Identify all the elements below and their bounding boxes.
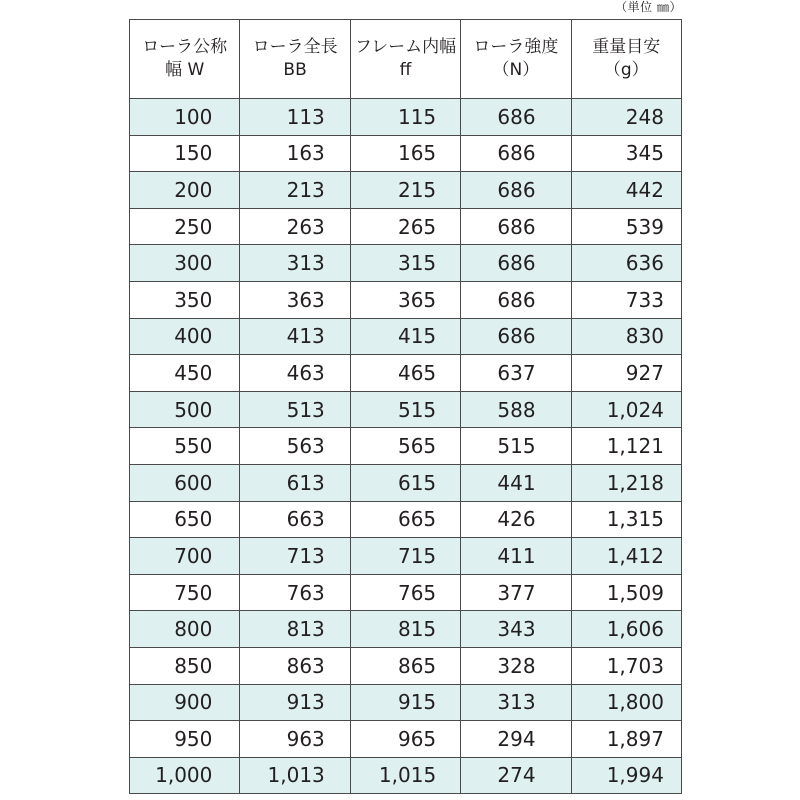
header-label: 重量目安 xyxy=(592,37,661,57)
table-row xyxy=(130,281,682,318)
cell-weight: 1,315 xyxy=(571,501,681,538)
cell-nominal-width: 400 xyxy=(130,318,240,355)
table-row xyxy=(130,99,682,136)
cell-weight: 636 xyxy=(571,245,681,282)
cell-weight: 927 xyxy=(571,355,681,392)
header-weight xyxy=(571,20,681,99)
cell-nominal-width: 800 xyxy=(130,611,240,648)
cell-roller-strength: 686 xyxy=(461,245,571,282)
cell-roller-strength: 686 xyxy=(461,135,571,172)
cell-frame-inner-width: 515 xyxy=(350,391,460,428)
cell-nominal-width: 700 xyxy=(130,538,240,575)
cell-overall-length: 113 xyxy=(240,99,350,136)
cell-weight: 248 xyxy=(571,99,681,136)
cell-overall-length: 463 xyxy=(240,355,350,392)
table-row xyxy=(130,245,682,282)
cell-overall-length: 1,013 xyxy=(240,757,350,794)
cell-weight: 1,218 xyxy=(571,464,681,501)
cell-nominal-width: 750 xyxy=(130,574,240,611)
cell-nominal-width: 100 xyxy=(130,99,240,136)
cell-roller-strength: 686 xyxy=(461,318,571,355)
header-sublabel: （g） xyxy=(603,60,649,80)
cell-overall-length: 663 xyxy=(240,501,350,538)
spec-table xyxy=(129,19,682,794)
unit-note: （単位 ㎜） xyxy=(615,0,682,14)
cell-nominal-width: 600 xyxy=(130,464,240,501)
cell-weight: 345 xyxy=(571,135,681,172)
table-row xyxy=(130,684,682,721)
cell-roller-strength: 274 xyxy=(461,757,571,794)
cell-nominal-width: 900 xyxy=(130,684,240,721)
cell-overall-length: 163 xyxy=(240,135,350,172)
cell-roller-strength: 328 xyxy=(461,647,571,684)
cell-roller-strength: 637 xyxy=(461,355,571,392)
cell-roller-strength: 411 xyxy=(461,538,571,575)
cell-nominal-width: 550 xyxy=(130,428,240,465)
cell-nominal-width: 1,000 xyxy=(130,757,240,794)
cell-roller-strength: 686 xyxy=(461,208,571,245)
cell-weight: 1,024 xyxy=(571,391,681,428)
table-row xyxy=(130,391,682,428)
cell-overall-length: 913 xyxy=(240,684,350,721)
cell-nominal-width: 850 xyxy=(130,647,240,684)
cell-weight: 1,606 xyxy=(571,611,681,648)
cell-roller-strength: 313 xyxy=(461,684,571,721)
cell-overall-length: 213 xyxy=(240,172,350,209)
table-row xyxy=(130,208,682,245)
cell-frame-inner-width: 365 xyxy=(350,281,460,318)
cell-roller-strength: 377 xyxy=(461,574,571,611)
table-row xyxy=(130,647,682,684)
header-label: ローラ公称 xyxy=(142,37,228,57)
cell-frame-inner-width: 865 xyxy=(350,647,460,684)
header-sublabel: BB xyxy=(283,60,307,80)
cell-weight: 1,800 xyxy=(571,684,681,721)
table-body xyxy=(130,99,682,794)
table-row xyxy=(130,172,682,209)
cell-frame-inner-width: 1,015 xyxy=(350,757,460,794)
header-sublabel: （N） xyxy=(492,60,540,80)
cell-frame-inner-width: 765 xyxy=(350,574,460,611)
header-sublabel: 幅 W xyxy=(165,60,205,80)
cell-roller-strength: 294 xyxy=(461,721,571,758)
cell-frame-inner-width: 415 xyxy=(350,318,460,355)
cell-overall-length: 863 xyxy=(240,647,350,684)
cell-weight: 830 xyxy=(571,318,681,355)
cell-roller-strength: 588 xyxy=(461,391,571,428)
cell-overall-length: 713 xyxy=(240,538,350,575)
cell-weight: 1,121 xyxy=(571,428,681,465)
cell-weight: 442 xyxy=(571,172,681,209)
table-row xyxy=(130,538,682,575)
header-label: ローラ全長 xyxy=(252,37,338,57)
table-row xyxy=(130,318,682,355)
cell-overall-length: 613 xyxy=(240,464,350,501)
table-row xyxy=(130,501,682,538)
cell-roller-strength: 515 xyxy=(461,428,571,465)
cell-frame-inner-width: 615 xyxy=(350,464,460,501)
cell-roller-strength: 686 xyxy=(461,99,571,136)
cell-weight: 1,994 xyxy=(571,757,681,794)
cell-nominal-width: 300 xyxy=(130,245,240,282)
cell-frame-inner-width: 915 xyxy=(350,684,460,721)
cell-nominal-width: 650 xyxy=(130,501,240,538)
cell-roller-strength: 426 xyxy=(461,501,571,538)
cell-weight: 539 xyxy=(571,208,681,245)
cell-overall-length: 513 xyxy=(240,391,350,428)
table-row xyxy=(130,135,682,172)
cell-weight: 1,509 xyxy=(571,574,681,611)
header-roller-strength xyxy=(461,20,571,99)
table-row xyxy=(130,355,682,392)
cell-roller-strength: 686 xyxy=(461,172,571,209)
header-label: フレーム内幅 xyxy=(354,37,457,57)
cell-weight: 1,897 xyxy=(571,721,681,758)
cell-nominal-width: 250 xyxy=(130,208,240,245)
cell-weight: 1,703 xyxy=(571,647,681,684)
cell-nominal-width: 200 xyxy=(130,172,240,209)
cell-nominal-width: 500 xyxy=(130,391,240,428)
cell-weight: 1,412 xyxy=(571,538,681,575)
cell-frame-inner-width: 465 xyxy=(350,355,460,392)
cell-overall-length: 563 xyxy=(240,428,350,465)
cell-frame-inner-width: 565 xyxy=(350,428,460,465)
cell-frame-inner-width: 965 xyxy=(350,721,460,758)
cell-frame-inner-width: 815 xyxy=(350,611,460,648)
cell-nominal-width: 450 xyxy=(130,355,240,392)
cell-overall-length: 263 xyxy=(240,208,350,245)
cell-overall-length: 313 xyxy=(240,245,350,282)
table-row xyxy=(130,464,682,501)
cell-overall-length: 813 xyxy=(240,611,350,648)
header-sublabel: ff xyxy=(399,60,412,80)
table-row xyxy=(130,721,682,758)
cell-roller-strength: 441 xyxy=(461,464,571,501)
cell-frame-inner-width: 165 xyxy=(350,135,460,172)
cell-roller-strength: 686 xyxy=(461,281,571,318)
cell-overall-length: 963 xyxy=(240,721,350,758)
header-frame-inner-width xyxy=(350,20,460,99)
cell-frame-inner-width: 265 xyxy=(350,208,460,245)
cell-frame-inner-width: 315 xyxy=(350,245,460,282)
cell-overall-length: 413 xyxy=(240,318,350,355)
cell-frame-inner-width: 715 xyxy=(350,538,460,575)
cell-weight: 733 xyxy=(571,281,681,318)
header-row xyxy=(130,20,682,99)
cell-overall-length: 763 xyxy=(240,574,350,611)
cell-nominal-width: 150 xyxy=(130,135,240,172)
table-row xyxy=(130,611,682,648)
header-overall-length xyxy=(240,20,350,99)
header-nominal-width xyxy=(130,20,240,99)
cell-overall-length: 363 xyxy=(240,281,350,318)
cell-roller-strength: 343 xyxy=(461,611,571,648)
header-label: ローラ強度 xyxy=(473,37,559,57)
cell-nominal-width: 350 xyxy=(130,281,240,318)
cell-frame-inner-width: 115 xyxy=(350,99,460,136)
cell-frame-inner-width: 215 xyxy=(350,172,460,209)
cell-nominal-width: 950 xyxy=(130,721,240,758)
cell-frame-inner-width: 665 xyxy=(350,501,460,538)
table-header xyxy=(130,20,682,99)
table-row xyxy=(130,757,682,794)
table-row xyxy=(130,574,682,611)
table-row xyxy=(130,428,682,465)
